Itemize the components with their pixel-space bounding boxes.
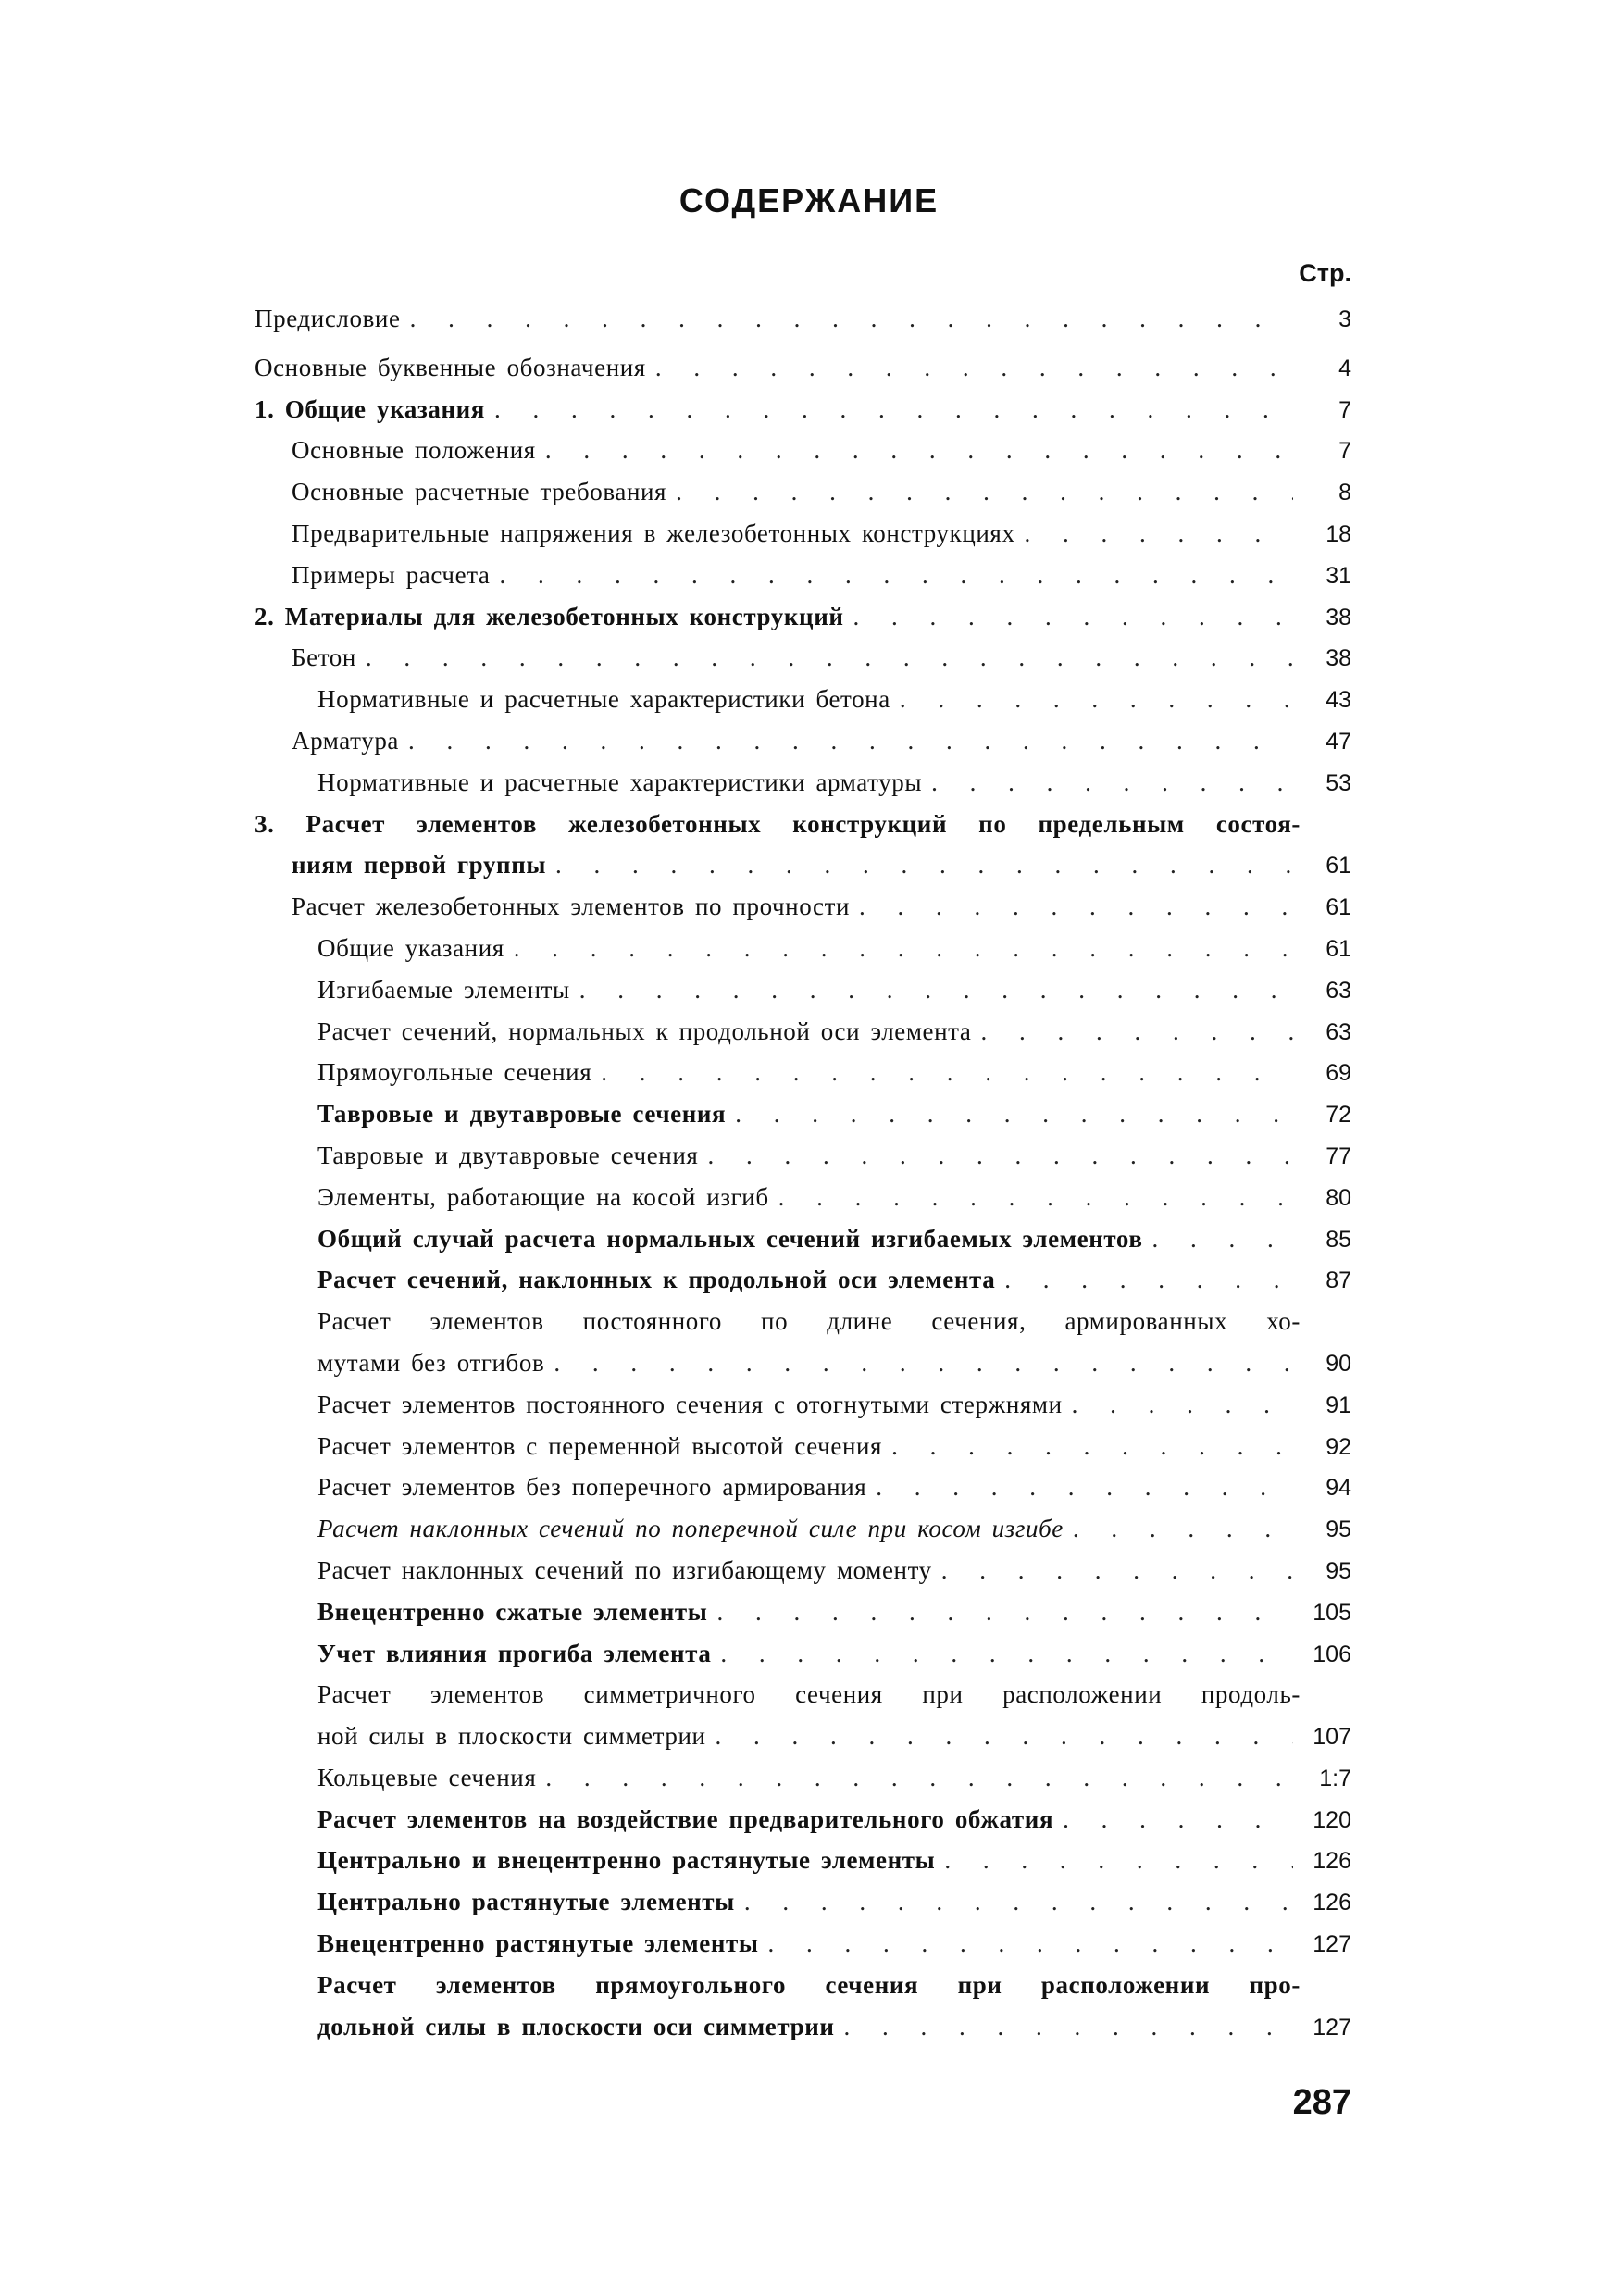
toc-page-number: 61 bbox=[1326, 935, 1351, 962]
dot-leader bbox=[900, 679, 1293, 720]
toc-page-number: 95 bbox=[1326, 1557, 1351, 1584]
toc-entry-text: Основные расчетные требования bbox=[292, 478, 667, 506]
dot-leader bbox=[554, 1342, 1293, 1384]
toc-entry[interactable] bbox=[255, 555, 1351, 596]
toc-page-number: 7 bbox=[1338, 438, 1351, 465]
toc-page-number: 4 bbox=[1338, 355, 1351, 381]
toc-entry-text-line1: Расчет элементов прямоугольного сечения при расположении про- bbox=[317, 1970, 1301, 1999]
toc-entry-text: ниям первой группы bbox=[292, 851, 547, 880]
toc-entry-text: Тавровые и двутавровые сечения bbox=[317, 1141, 699, 1169]
toc-page-number: 43 bbox=[1326, 687, 1351, 714]
dot-leader bbox=[1152, 1218, 1293, 1260]
toc-entry-text: Расчет железобетонных элементов по прочности bbox=[292, 892, 851, 921]
toc-entry[interactable] bbox=[255, 1923, 1351, 1965]
toc-chapter-3-line1[interactable] bbox=[255, 804, 1351, 845]
toc-entry-line1[interactable] bbox=[255, 1965, 1351, 2006]
page-number: 287 bbox=[1292, 2083, 1351, 2122]
toc-page-number: 31 bbox=[1326, 562, 1351, 589]
dot-leader bbox=[853, 596, 1293, 638]
toc-entry-text: Нормативные и расчетные характеристики бетона bbox=[317, 685, 890, 714]
dot-leader bbox=[944, 1840, 1293, 1881]
toc-chapter-1[interactable] bbox=[255, 389, 1351, 430]
toc-entry[interactable] bbox=[255, 1384, 1351, 1426]
toc-entry[interactable] bbox=[255, 1633, 1351, 1675]
dot-leader bbox=[707, 1135, 1293, 1177]
toc-entry-text: Учет влияния прогиба элемента bbox=[317, 1639, 712, 1667]
page-title: СОДЕРЖАНИЕ bbox=[678, 181, 940, 219]
toc-entry[interactable] bbox=[255, 679, 1351, 720]
toc-entry-text: Кольцевые сечения bbox=[317, 1763, 537, 1791]
dot-leader bbox=[1004, 1259, 1293, 1301]
dot-leader bbox=[716, 1716, 1293, 1757]
toc-page-number: 127 bbox=[1313, 2014, 1351, 2040]
toc-entry-line1[interactable] bbox=[255, 1301, 1351, 1342]
dot-leader bbox=[555, 844, 1293, 886]
toc-entry-text: Внецентренно растянутые элементы bbox=[317, 1929, 759, 1958]
toc-entry[interactable] bbox=[255, 1011, 1351, 1053]
toc-entry[interactable] bbox=[255, 430, 1351, 471]
toc-entry-text: Центрально и внецентренно растянутые элементы bbox=[317, 1846, 936, 1875]
toc-page-number: 120 bbox=[1313, 1806, 1351, 1833]
toc-entry-text: Нормативные и расчетные характеристики арматуры bbox=[317, 767, 923, 796]
toc-page-number: 63 bbox=[1326, 1018, 1351, 1045]
toc-entry-text: ной силы в плоскости симметрии bbox=[317, 1722, 706, 1751]
toc-entry[interactable] bbox=[255, 720, 1351, 762]
toc-entry[interactable] bbox=[255, 928, 1351, 969]
dot-leader bbox=[876, 1466, 1293, 1508]
toc-page-number: 38 bbox=[1326, 645, 1351, 672]
toc-page-number: 72 bbox=[1326, 1102, 1351, 1129]
toc-entry-text: Основные буквенные обозначения bbox=[255, 353, 646, 381]
toc-entry-text: Расчет сечений, нормальных к продольной оси элемента bbox=[317, 1017, 972, 1045]
toc-page-number: 85 bbox=[1326, 1226, 1351, 1253]
dot-leader bbox=[1073, 1508, 1293, 1550]
dot-leader bbox=[1072, 1384, 1293, 1426]
dot-leader bbox=[494, 389, 1293, 430]
toc-page-number: 63 bbox=[1326, 977, 1351, 1004]
toc-page-number: 3 bbox=[1338, 306, 1351, 332]
toc-page-number: 91 bbox=[1326, 1391, 1351, 1418]
toc-entry-text: 2. Материалы для железобетонных конструкций bbox=[255, 602, 844, 630]
dot-leader bbox=[514, 928, 1293, 969]
toc-entry-text: Расчет наклонных сечений по изгибающему моменту bbox=[317, 1555, 932, 1584]
dot-leader bbox=[601, 1052, 1293, 1093]
dot-leader bbox=[366, 637, 1293, 679]
toc-entry[interactable] bbox=[255, 1259, 1351, 1301]
toc-page-number: 106 bbox=[1313, 1641, 1351, 1667]
toc-page-number: 61 bbox=[1326, 894, 1351, 921]
toc-entry-text: Расчет элементов на воздействие предварительного обжатия bbox=[317, 1804, 1054, 1833]
dot-leader bbox=[545, 430, 1293, 471]
toc-entry[interactable] bbox=[255, 1177, 1351, 1218]
dot-leader bbox=[735, 1093, 1293, 1135]
toc-entry-text: Прямоугольные сечения bbox=[317, 1058, 592, 1087]
dot-leader bbox=[768, 1923, 1293, 1965]
toc-entry-text: Элементы, работающие на косой изгиб bbox=[317, 1182, 769, 1211]
toc-entry[interactable] bbox=[255, 637, 1351, 679]
toc-entry[interactable] bbox=[255, 471, 1351, 513]
toc-entry[interactable] bbox=[255, 1840, 1351, 1881]
toc-entry-text: Общие указания bbox=[317, 933, 504, 962]
toc-entry-text: Предисловие bbox=[255, 305, 401, 332]
toc-page-number: 87 bbox=[1326, 1267, 1351, 1294]
toc-entry[interactable] bbox=[255, 1426, 1351, 1467]
toc-page-number: 107 bbox=[1313, 1724, 1351, 1751]
toc-entry-line1[interactable] bbox=[255, 1674, 1351, 1716]
toc-entry-text: Примеры расчета bbox=[292, 560, 491, 589]
toc-entry-text: Бетон bbox=[292, 643, 356, 672]
dot-leader bbox=[980, 1011, 1293, 1053]
toc-page-number: 127 bbox=[1313, 1931, 1351, 1958]
toc-entry[interactable] bbox=[255, 1508, 1351, 1550]
toc-entry-text: Центрально растянутые элементы bbox=[317, 1888, 735, 1916]
dot-leader bbox=[778, 1177, 1293, 1218]
toc-entry[interactable] bbox=[255, 1881, 1351, 1923]
toc-page-number: 38 bbox=[1326, 604, 1351, 630]
toc-entry-text: Расчет элементов без поперечного армирования bbox=[317, 1473, 867, 1502]
toc-entry-text: Изгибаемые элементы bbox=[317, 975, 570, 1004]
toc-entry-preface[interactable] bbox=[255, 298, 1351, 340]
dot-leader bbox=[941, 1550, 1293, 1591]
toc-entry[interactable] bbox=[255, 886, 1351, 928]
toc-entry[interactable] bbox=[255, 1799, 1351, 1841]
toc-page-number: 95 bbox=[1326, 1516, 1351, 1543]
toc-entry-text-line1: Расчет элементов постоянного по длине сечения, армированных хо- bbox=[317, 1307, 1301, 1336]
toc-entry-text: Расчет сечений, наклонных к продольной оси элемента bbox=[317, 1266, 996, 1294]
dot-leader bbox=[579, 969, 1293, 1011]
toc-entry-text: 1. Общие указания bbox=[255, 394, 486, 423]
toc-page-number: 1:7 bbox=[1319, 1765, 1351, 1791]
dot-leader bbox=[720, 1633, 1293, 1675]
toc-entry[interactable] bbox=[255, 1757, 1351, 1799]
dot-leader bbox=[859, 886, 1293, 928]
toc-entry-text: Внецентренно сжатые элементы bbox=[317, 1597, 708, 1626]
dot-leader bbox=[716, 1591, 1293, 1633]
dot-leader bbox=[676, 471, 1293, 513]
dot-leader bbox=[410, 298, 1293, 340]
toc-entry-text: Основные положения bbox=[292, 436, 536, 465]
toc-entry[interactable] bbox=[255, 762, 1351, 804]
dot-leader bbox=[891, 1426, 1293, 1467]
toc-entry[interactable] bbox=[255, 1591, 1351, 1633]
toc-entry-text: Расчет наклонных сечений по поперечной силе при косом изгибе bbox=[317, 1515, 1064, 1543]
dot-leader bbox=[408, 720, 1293, 762]
toc-entry[interactable] bbox=[255, 513, 1351, 555]
toc-entry-text: Расчет элементов с переменной высотой сечения bbox=[317, 1431, 883, 1460]
toc-page-number: 61 bbox=[1326, 853, 1351, 880]
dot-leader bbox=[500, 555, 1293, 596]
toc-page-number: 69 bbox=[1326, 1060, 1351, 1087]
toc-entry[interactable] bbox=[255, 1093, 1351, 1135]
toc-entry-text: Арматура bbox=[292, 726, 400, 755]
toc-entry[interactable] bbox=[255, 1135, 1351, 1177]
toc-entry-text: Тавровые и двутавровые сечения bbox=[317, 1100, 727, 1129]
toc-page-number: 92 bbox=[1326, 1433, 1351, 1460]
toc-page-number: 126 bbox=[1313, 1890, 1351, 1916]
toc-chapter-2[interactable] bbox=[255, 596, 1351, 638]
toc-entry-text: Расчет элементов постоянного сечения с отогнутыми стержнями bbox=[317, 1390, 1063, 1418]
toc-page-number: 53 bbox=[1326, 769, 1351, 796]
toc-entry[interactable] bbox=[255, 1342, 1351, 1384]
toc-chapter-3[interactable] bbox=[255, 844, 1351, 886]
dot-leader bbox=[931, 762, 1293, 804]
toc-page-number: 126 bbox=[1313, 1848, 1351, 1875]
dot-leader bbox=[1025, 513, 1293, 555]
toc-entry[interactable] bbox=[255, 1550, 1351, 1591]
dot-leader bbox=[655, 347, 1293, 389]
toc-entry-text-line1: 3. Расчет элементов железобетонных конструкций по предельным состоя- bbox=[255, 809, 1301, 838]
toc-entry[interactable] bbox=[255, 1466, 1351, 1508]
toc-page-number: 18 bbox=[1326, 520, 1351, 547]
toc-entry-text: Общий случай расчета нормальных сечений изгибаемых элементов bbox=[317, 1224, 1143, 1253]
toc-entry[interactable] bbox=[255, 2006, 1351, 2048]
toc-entry-text: Предварительные напряжения в железобетонных конструкциях bbox=[292, 518, 1015, 547]
toc-page-number: 77 bbox=[1326, 1142, 1351, 1169]
dot-leader bbox=[744, 1881, 1293, 1923]
toc-entry[interactable] bbox=[255, 969, 1351, 1011]
toc-entry-notation[interactable] bbox=[255, 347, 1351, 389]
page-column-label: Стр. bbox=[1299, 259, 1351, 287]
toc-entry[interactable] bbox=[255, 1716, 1351, 1757]
toc-entry-text: мутами без отгибов bbox=[317, 1348, 545, 1377]
toc-entry[interactable] bbox=[255, 1052, 1351, 1093]
toc-entry-text-line1: Расчет элементов симметричного сечения при расположении продоль- bbox=[317, 1680, 1301, 1709]
toc-page-number: 94 bbox=[1326, 1475, 1351, 1502]
toc-entry-text: дольной силы в плоскости оси симметрии bbox=[317, 2012, 835, 2040]
toc-page-number: 90 bbox=[1326, 1350, 1351, 1377]
toc-page-number: 7 bbox=[1338, 396, 1351, 423]
table-of-contents bbox=[255, 298, 1351, 2047]
dot-leader bbox=[545, 1757, 1293, 1799]
toc-page-number: 47 bbox=[1326, 728, 1351, 755]
toc-page-number: 8 bbox=[1338, 480, 1351, 506]
toc-page-number: 80 bbox=[1326, 1184, 1351, 1211]
dot-leader bbox=[1063, 1799, 1293, 1841]
toc-page-number: 105 bbox=[1313, 1599, 1351, 1626]
toc-entry[interactable] bbox=[255, 1218, 1351, 1260]
dot-leader bbox=[844, 2006, 1293, 2048]
